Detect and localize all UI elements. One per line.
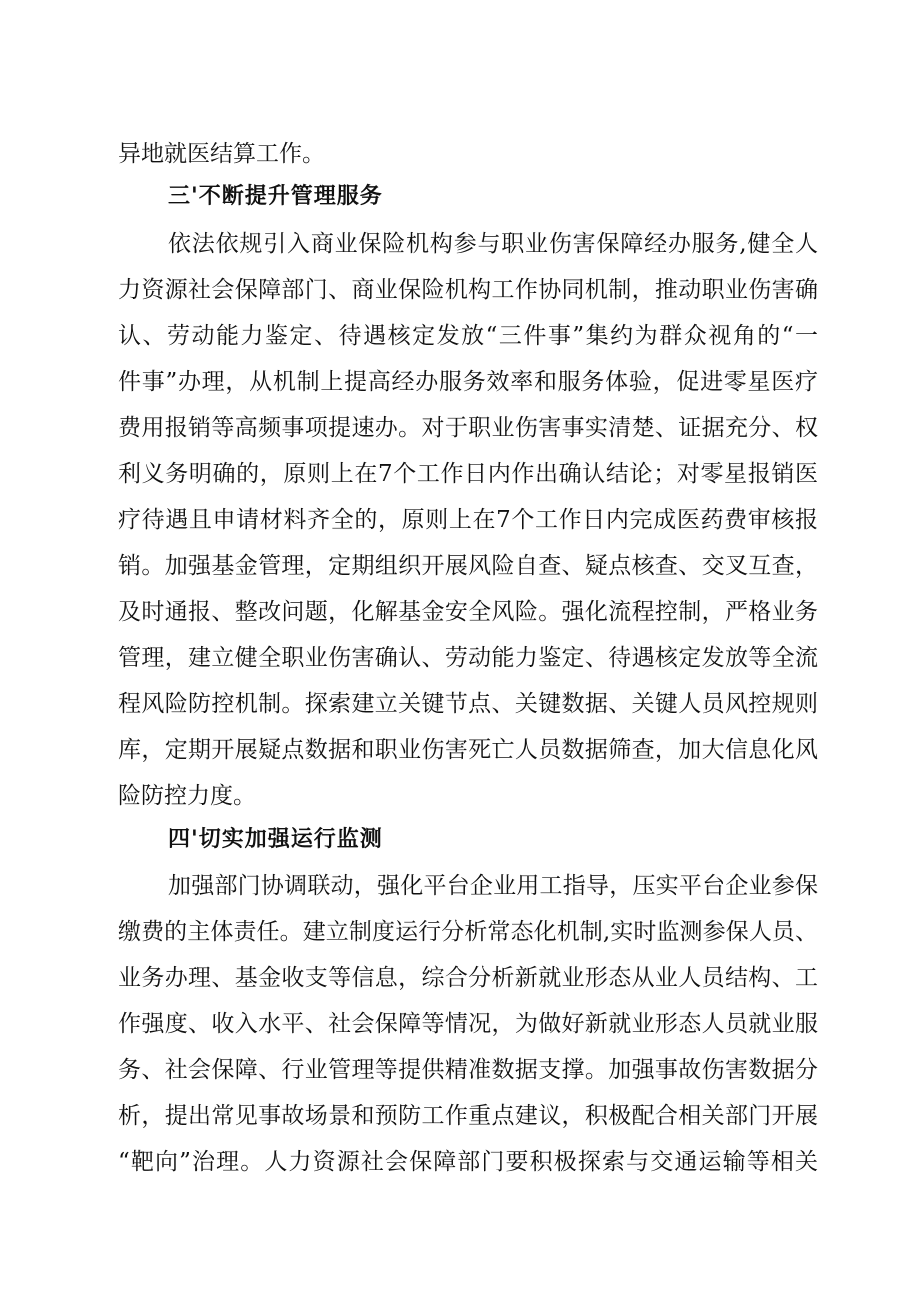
paragraph-line: 作强度、收入水平、社会保障等情况，为做好新就业形态人员就业服 bbox=[118, 1011, 818, 1037]
paragraph-line: 利义务明确的，原则上在7个工作日内作出确认结论；对零星报销医 bbox=[118, 461, 818, 487]
paragraph-line: 销。加强基金管理，定期组织开展风险自查、疑点核查、交叉互查， bbox=[118, 553, 818, 579]
paragraph-line: 认、劳动能力鉴定、待遇核定发放“三件事”集约为群众视角的“一 bbox=[118, 323, 818, 349]
paragraph-line: 加强部门协调联动，强化平台企业用工指导，压实平台企业参保 bbox=[168, 873, 818, 899]
paragraph-line: 及时通报、整改问题，化解基金安全风险。强化流程控制，严格业务 bbox=[118, 599, 818, 625]
paragraph-line: 程风险防控机制。探索建立关键节点、关键数据、关键人员风控规则 bbox=[118, 691, 818, 717]
paragraph-line: 费用报销等高频事项提速办。对于职业伤害事实清楚、证据充分、权 bbox=[118, 415, 818, 441]
paragraph-line: 析，提出常见事故场景和预防工作重点建议，积极配合相关部门开展 bbox=[118, 1103, 818, 1129]
paragraph-line: 疗待遇且申请材料齐全的，原则上在7个工作日内完成医药费审核报 bbox=[118, 507, 818, 533]
paragraph-line: 险防控力度。 bbox=[118, 783, 256, 809]
paragraph-line: 件事”办理，从机制上提高经办服务效率和服务体验，促进零星医疗 bbox=[118, 369, 818, 395]
paragraph-line: 业务办理、基金收支等信息，综合分析新就业形态从业人员结构、工 bbox=[118, 965, 818, 991]
paragraph-line: 库，定期开展疑点数据和职业伤害死亡人员数据筛查，加大信息化风 bbox=[118, 737, 818, 763]
paragraph-line: 缴费的主体责任。建立制度运行分析常态化机制,实时监测参保人员、 bbox=[118, 919, 818, 945]
paragraph-line: 依法依规引入商业保险机构参与职业伤害保障经办服务,健全人 bbox=[168, 231, 818, 257]
paragraph-line: 异地就医结算工作。 bbox=[118, 141, 325, 167]
section-heading-3: 三'不断提升管理服务 bbox=[168, 184, 383, 209]
paragraph-line: 力资源社会保障部门、商业保险机构工作协同机制，推动职业伤害确 bbox=[118, 277, 818, 303]
paragraph-line: “靶向”治理。人力资源社会保障部门要积极探索与交通运输等相关 bbox=[118, 1149, 818, 1175]
paragraph-line: 务、社会保障、行业管理等提供精准数据支撑。加强事故伤害数据分 bbox=[118, 1057, 818, 1083]
section-heading-4: 四'切实加强运行监测 bbox=[168, 827, 383, 852]
paragraph-line: 管理，建立健全职业伤害确认、劳动能力鉴定、待遇核定发放等全流 bbox=[118, 645, 818, 671]
